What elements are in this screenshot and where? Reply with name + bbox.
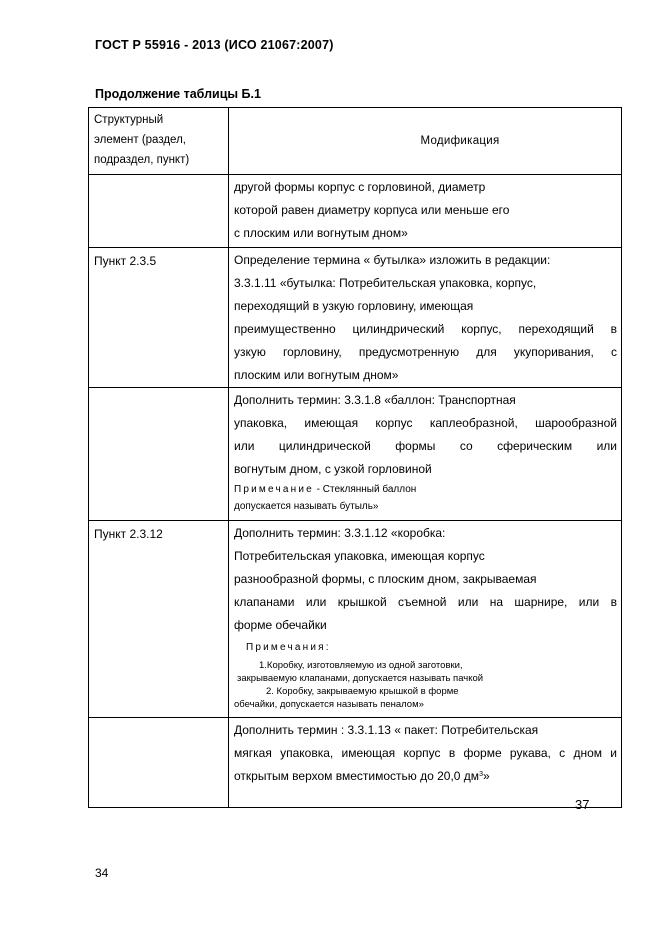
header-cell-element	[89, 108, 229, 175]
element-cell	[89, 248, 229, 388]
modification-cell	[229, 521, 622, 718]
header-element-line: элемент (раздел,	[94, 134, 186, 146]
note-line: закрываемую клапанами, допускается называть пачкой	[237, 673, 484, 684]
text-line: или цилиндрической формы со сферическим или	[234, 439, 617, 453]
text-line: форме обечайки	[234, 618, 327, 632]
text-line: Определение термина « бутылка» изложить в редакции:	[234, 253, 551, 267]
element-cell	[89, 521, 229, 718]
table-row	[89, 521, 622, 718]
text-line: Дополнить термин: 3.3.1.12 «коробка:	[234, 526, 446, 540]
element-label: Пункт 2.3.5	[94, 254, 157, 268]
text-line: вогнутым дном, с узкой горловиной	[234, 462, 432, 476]
element-cell	[89, 718, 229, 808]
text-line: упаковка, имеющая корпус каплеобразной, шарообразной	[234, 416, 617, 430]
text-line: Дополнить термин: 3.3.1.8 «баллон: Транспортная	[234, 393, 516, 407]
text-line-with-unit	[234, 765, 617, 788]
header-cell-modification	[229, 108, 622, 175]
notes-label-text: Примечания:	[246, 642, 331, 653]
note-text-continued: допускается называть бутыль»	[234, 501, 379, 512]
text-line: 3.3.1.11 «бутылка: Потребительская упаковка, корпус,	[234, 276, 537, 290]
text-line: мягкая упаковка, имеющая корпус в форме рукава, с дном и	[234, 746, 617, 760]
modification-cell	[229, 175, 622, 248]
element-label	[89, 175, 228, 178]
page-number-original: 37	[575, 797, 590, 812]
notes-label	[234, 637, 617, 659]
text-line: преимущественно цилиндрический корпус, переходящий в	[234, 322, 617, 336]
header-element-line: Структурный	[94, 114, 164, 126]
text-line: другой формы корпус с горловиной, диаметр	[234, 180, 486, 194]
note-line: 1.Коробку, изготовляемую из одной заготовки,	[259, 660, 463, 671]
text-line: переходящий в узкую горловину, имеющая	[234, 299, 474, 313]
closing-quote: »	[482, 769, 490, 783]
table-caption: Продолжение таблицы Б.1	[95, 87, 261, 101]
text-line: которой равен диаметру корпуса или меньше его	[234, 203, 510, 217]
note-text: - Стеклянный баллон	[313, 484, 417, 495]
table-header-row	[89, 108, 622, 175]
table-row	[89, 175, 622, 248]
text-line: плоским или вогнутым дном»	[234, 368, 399, 382]
element-cell	[89, 388, 229, 521]
text-line: клапанами или крышкой съемной или на шарнире, или в	[234, 595, 617, 609]
text-line: Дополнить термин : 3.3.1.13 « пакет: Потребительская	[234, 723, 539, 737]
text-line: с плоским или вогнутым дном»	[234, 226, 408, 240]
table-row	[89, 248, 622, 388]
modification-table	[88, 107, 622, 808]
modification-cell	[229, 248, 622, 388]
page-number: 34	[95, 866, 109, 880]
text-line: разнообразной формы, с плоским дном, закрываемая	[234, 572, 537, 586]
note-label: Примечание	[234, 484, 314, 495]
unit-superscript: 3	[479, 771, 483, 778]
note-line: 2. Коробку, закрываемую крышкой в форме	[266, 686, 459, 697]
note	[234, 481, 617, 498]
header-element-line: подраздел, пункт)	[94, 154, 190, 166]
element-cell	[89, 175, 229, 248]
table-row	[89, 388, 622, 521]
element-label	[89, 718, 228, 721]
document-header: ГОСТ Р 55916 - 2013 (ИСО 21067:2007)	[95, 38, 334, 52]
element-label	[89, 388, 228, 391]
header-modification-label: Модификация	[420, 135, 500, 147]
text-line: Потребительская упаковка, имеющая корпус	[234, 549, 485, 563]
text-line: узкую горловину, предусмотренную для укупоривания, с	[234, 345, 617, 359]
modification-cell	[229, 388, 622, 521]
volume-text: открытым верхом вместимостью до 20,0 дм	[234, 769, 480, 783]
note-line: обечайки, допускается называть пеналом»	[234, 699, 424, 710]
element-label: Пункт 2.3.12	[94, 527, 163, 541]
modification-cell	[229, 718, 622, 808]
table-row	[89, 718, 622, 808]
